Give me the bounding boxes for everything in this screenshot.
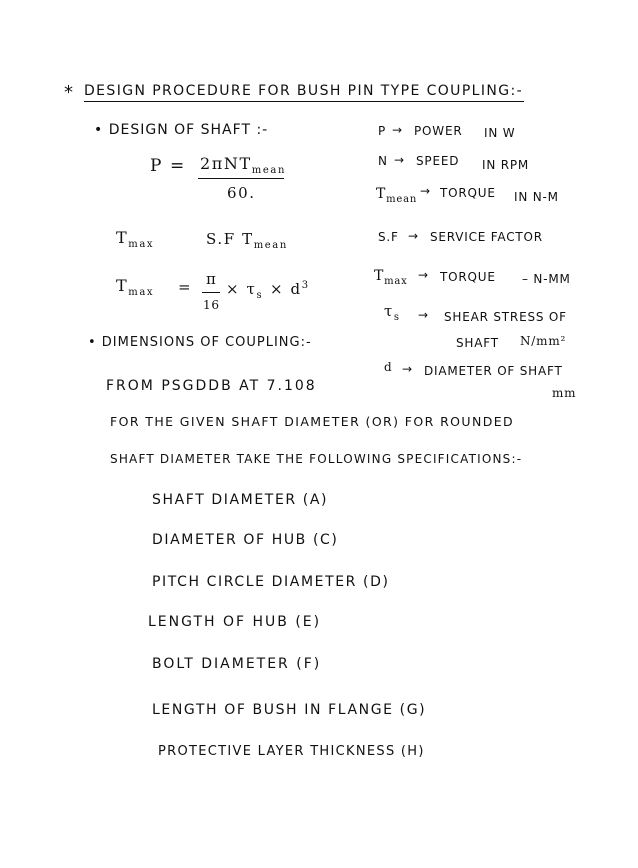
legend-symbol: P — [378, 124, 387, 138]
legend-unit: IN N-M — [514, 190, 559, 204]
legend-unit: – N-MM — [522, 272, 571, 286]
list-item: DIAMETER OF HUB (C) — [152, 532, 339, 548]
tmax-formula-rhs: S.F $T_{mean}$ — [206, 230, 288, 251]
legend-shaft-unit: N/mm² — [520, 334, 567, 348]
legend-unit: mm — [552, 386, 577, 400]
shaft-design-label: • DESIGN OF SHAFT :- — [94, 122, 269, 138]
legend-symbol: S.F — [378, 230, 399, 244]
dimensions-label: • DIMENSIONS OF COUPLING:- — [88, 335, 312, 350]
arrow-icon: → — [418, 268, 429, 282]
legend-unit: IN RPM — [482, 158, 530, 172]
tmax2-lhs: $T_{max}$ — [116, 276, 155, 299]
pi-numerator: π — [206, 270, 218, 288]
legend-symbol: N — [378, 154, 388, 168]
list-item: SHAFT DIAMETER (A) — [152, 492, 329, 508]
arrow-icon: → — [420, 184, 431, 198]
legend-desc: SERVICE FACTOR — [430, 230, 543, 244]
legend-desc: POWER — [414, 124, 463, 138]
legend-desc: SPEED — [416, 154, 460, 168]
arrow-icon: → — [392, 123, 403, 137]
power-formula-lhs: P = — [150, 156, 186, 176]
for-line: FOR THE GIVEN SHAFT DIAMETER (OR) FOR ROUNDED — [110, 414, 515, 429]
arrow-icon: → — [408, 229, 419, 243]
legend-symbol: $T_{max}$ — [374, 268, 408, 287]
shaft-line: SHAFT DIAMETER TAKE THE FOLLOWING SPECIFICATIONS:- — [110, 452, 523, 466]
list-item: BOLT DIAMETER (F) — [152, 656, 322, 672]
list-item: PITCH CIRCLE DIAMETER (D) — [152, 574, 390, 590]
tmax2-tail: × $d^3$ — [270, 280, 310, 298]
legend-desc: TORQUE — [440, 270, 496, 284]
legend-symbol: $\tau_s$ — [384, 302, 401, 323]
arrow-icon: → — [418, 308, 429, 322]
heading-underline — [84, 101, 524, 102]
list-item: LENGTH OF HUB (E) — [148, 614, 322, 630]
power-formula-numerator: 2πNT$_{mean}$ — [200, 154, 286, 177]
arrow-icon: → — [402, 362, 413, 376]
page-heading: DESIGN PROCEDURE FOR BUSH PIN TYPE COUPLING:- — [84, 83, 524, 99]
pi-fraction-bar — [202, 292, 220, 293]
legend-desc: SHEAR STRESS OF — [444, 310, 567, 324]
legend-unit: IN W — [484, 126, 516, 140]
power-formula-fraction-bar — [198, 178, 284, 179]
legend-desc: TORQUE — [440, 186, 496, 200]
legend-shaft-text: SHAFT — [456, 336, 499, 350]
from-line: FROM PSGDDB AT 7.108 — [106, 378, 317, 394]
list-item: LENGTH OF BUSH IN FLANGE (G) — [152, 702, 427, 718]
tmax2-rest: × $\tau_s$ — [226, 280, 264, 301]
legend-symbol: $T_{mean}$ — [376, 186, 418, 205]
tmax-formula-lhs: $T_{max}$ — [116, 228, 155, 251]
heading-bullet: * — [64, 82, 75, 103]
legend-desc: DIAMETER OF SHAFT — [424, 364, 563, 378]
arrow-icon: → — [394, 153, 405, 167]
power-formula-denominator: 60. — [227, 184, 256, 202]
list-item: PROTECTIVE LAYER THICKNESS (H) — [158, 744, 425, 759]
pi-denominator: 16 — [203, 298, 220, 312]
legend-symbol: d — [384, 360, 393, 374]
tmax2-equals: = — [178, 278, 193, 296]
